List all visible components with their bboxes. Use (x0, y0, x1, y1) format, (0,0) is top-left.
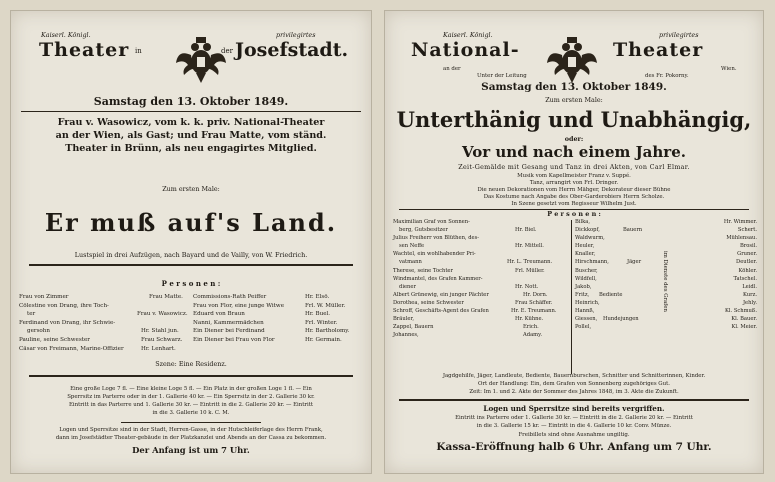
cast-row: Cölestine von Drang, ihre Toch- (19, 302, 109, 309)
cast-row: Frau von Flor, eine junge Witwe Frl. W. Müller. (193, 302, 346, 309)
right-title-national: National- (411, 39, 520, 61)
cast-actor: Kurz. (743, 291, 757, 298)
right-credit-3: Die neuen Dekorationen vom Herrn Mähger, Dekorateur dieser Bühne (477, 187, 671, 193)
cast-actor: Hr. Wimmer. (723, 219, 757, 225)
left-guest-line-3: Theater in Brünn, als neu engagirtes Mitglied. (65, 143, 317, 154)
divider (399, 399, 749, 401)
cast-actor: Schert. (737, 227, 757, 234)
right-genre: Zeit-Gemälde mit Gesang und Tanz in drei Akten, von Carl Elmar. (458, 163, 690, 171)
left-zum-ersten-male: Zum ersten Male: (162, 185, 220, 193)
cast-row: Johannes, Adamy. (393, 332, 542, 339)
cast-row: Commissions-Rath Peiffer Hr. Elsö. (193, 294, 330, 300)
left-guest-line-1: Frau v. Wasowicz, vom k. k. priv. National-Theater (57, 117, 325, 128)
cast-row: Pollel, (575, 324, 592, 331)
cast-actor: Brosil. (739, 243, 757, 250)
cast-row: Bilka, (575, 219, 591, 225)
cast-actor: Leidl. (742, 283, 757, 290)
right-price-line-1: Eintritt ins Parterre oder 1. Gallerie 30 kr. — Eintritt in die 2. Gallerie 20 kr. — Eintritt (455, 415, 693, 421)
left-title-josefstadt: Josefstadt. (235, 39, 349, 61)
left-personen-heading: P e r s o n e n : (161, 279, 221, 288)
imperial-eagle-icon (174, 35, 228, 85)
right-logen-heading: Logen und Sperrsitze sind bereits vergriffen. (483, 404, 665, 413)
left-title-in: in (135, 47, 142, 55)
left-start-time: Der Anfang ist um 7 Uhr. (132, 445, 250, 455)
cast-row: Jakob, (575, 283, 592, 290)
cast-row: sen Neffe Hr. Mittell. (399, 243, 544, 250)
divider (21, 111, 361, 112)
cast-actor: Köhler. (738, 267, 757, 274)
imperial-eagle-icon (545, 35, 599, 85)
cast-row: Ferdinand von Drang, ihr Schwie- (19, 319, 116, 326)
cast-row: Giessen, Hundejungen (575, 316, 639, 323)
right-sub-left: an der (443, 66, 461, 72)
cast-row: vatmann Hr. L. Treumann. (399, 259, 553, 266)
right-opening-time: Kassa-Eröffnung halb 6 Uhr. Anfang um 7 Uhr. (436, 441, 712, 453)
right-sub-center: Unter der Leitung (477, 73, 527, 79)
right-play-title: Unterthänig und Unabhängig, (396, 107, 752, 132)
cast-row: Cäsar von Freimann, Marine-Offizier Hr. Lenhart. (19, 345, 176, 352)
right-price-line-2: in die 3. Gallerie 15 kr. — Eintritt in die 4. Gallerie 10 kr. Conv. Münze. (476, 423, 672, 429)
right-zum-ersten-male: Zum ersten Male: (545, 96, 603, 104)
cast-row: Buscher, (575, 267, 598, 274)
cast-actor: Gruner. (737, 251, 757, 258)
right-cast-column-1 (393, 218, 571, 339)
left-ticket-line-1: Logen und Sperrsitze sind in der Stadt, Herren-Gasse, in der Hutschleiferlage des Herrn Frank, (59, 427, 323, 433)
left-price-line-1: Eine große Loge 7 fl. — Eine kleine Loge 5 fl. — Ein Platz in der großen Loge 1 fl. — Ein (70, 386, 312, 392)
cast-row: Heuler, (575, 243, 595, 250)
right-play-subtitle: Vor und nach einem Jahre. (462, 143, 686, 161)
left-cast-column-2 (193, 293, 365, 345)
cast-row: Julius Freiherr von Blüthen, des- (393, 235, 480, 242)
cast-row: Schroff, Geschäfts-Agent des Grafen Hr. E. Treumann. (393, 308, 557, 315)
left-play-title: Er muß auf's Land. (44, 208, 338, 237)
cast-row: Frau von Zimmer Frau Matte. (19, 294, 183, 300)
left-header-right: privilegirtes (276, 31, 316, 39)
cast-actor: Jehly. (742, 299, 757, 306)
right-header-right: privilegirtes (659, 31, 699, 39)
left-title-der: der (221, 47, 233, 55)
cast-row: Therese, seine Tochter Frl. Müller. (393, 267, 545, 274)
right-title-theater: Theater (613, 39, 704, 61)
cast-actor: Mühlensau. (726, 235, 757, 242)
cast-row: Windmantel, des Grafen Kammer- (393, 275, 483, 282)
right-credit-5: In Szene gesetzt vom Regisseur Wilhelm Just. (511, 201, 637, 207)
cast-row: Wildfell, (575, 275, 597, 282)
right-cast-footer: Jagdgehilfe, Jäger, Landleute, Bediente, Bauernburschen, Schnitter und Schnitterinnen, Kinder. (442, 373, 706, 379)
cast-row: ter Frau v. Wasowicz. (27, 311, 188, 318)
left-price-line-3: Eintritt in das Parterre und 1. Gallerie 30 kr. — Eintritt in die 2. Gallerie 20 kr. — Eintritt (68, 402, 314, 408)
left-guest-line-2: an der Wien, als Gast; und Frau Matte, vom ständ. (55, 130, 327, 141)
cast-row: Pauline, seine Schwester Frau Schwarz. (19, 336, 183, 343)
playbill-josefstadt (10, 10, 372, 474)
cast-actor: Kl. Schmuß. (724, 308, 757, 315)
right-time: Zeit: Im 1. und 2. Akte der Sommer des Jahres 1848, im 3. Akte die Zukunft. (469, 389, 679, 395)
cast-row: Hannß, (575, 308, 595, 315)
playbill-national-theater (384, 10, 764, 474)
cast-actor: Kl. Bauer. (731, 316, 757, 323)
right-credit-1: Musik vom Kapellmeister Franz v. Suppé. (517, 173, 631, 179)
cast-row: Nanni, Kammermädchen Frl. Winter. (193, 319, 338, 326)
cast-row: Dickkopf, Bauern (575, 227, 643, 234)
left-date: Samstag den 13. Oktober 1849. (93, 95, 289, 108)
right-date: Samstag den 13. Oktober 1849. (481, 81, 667, 93)
cast-row: Fritz, Bediente (575, 291, 623, 298)
left-title-theater: Theater (39, 39, 130, 61)
right-header-left: Kaiserl. Königl. (443, 31, 493, 39)
right-free-tickets: Freibillets sind ohne Ausnahme ungiltig. (518, 432, 630, 438)
cast-row: Heinrich, (575, 299, 600, 306)
cast-row: berg, Gutsbesitzer Hr. Biel. (399, 227, 537, 234)
left-price-line-2: Sperrsitz im Parterre oder in der 1. Gallerie 40 kr. — Ein Sperrsitz in der 2. Gallerie 30 kr. (67, 394, 315, 400)
cast-row: Ein Diener bei Ferdinand Hr. Bartholomy. (193, 328, 350, 335)
cast-row: Ein Diener bei Frau von Flor Hr. Germain. (193, 336, 342, 343)
cast-row: Maximilian Graf von Sonnen- (393, 219, 470, 225)
right-place: Ort der Handlung: Ein, dem Grafen von Sonnenberg zugehöriges Gut. (478, 381, 670, 387)
cast-row: Albert Grünewig, ein junger Pächter Hr. Dorn. (393, 291, 548, 298)
cast-row: Hirschmann, Jäger (575, 259, 642, 266)
right-side-note: im Dienste des Grafen (662, 251, 668, 312)
divider (29, 264, 353, 266)
cast-row: diener Hr. Nott. (399, 283, 539, 290)
cast-row: Dorothea, seine Schwester Frau Schäffer. (393, 299, 553, 306)
cast-row: Zappel, Bauern Erich. (393, 324, 539, 331)
cast-row: Knaller, (575, 251, 596, 258)
right-cast-column-2 (575, 218, 675, 331)
cast-actor: Tatschel. (733, 275, 757, 282)
left-scene: Szene: Eine Residenz. (155, 360, 227, 368)
divider (29, 375, 353, 377)
cast-row: Wachtel, ein wohlhabender Pri- (393, 251, 476, 258)
right-oder: oder: (564, 135, 584, 143)
right-sub-right-2: des Fr. Pokorny. (645, 73, 689, 79)
left-price-line-4: in die 3. Gallerie 10 k. C. M. (152, 410, 230, 416)
cast-actor: Kl. Meier. (731, 324, 757, 331)
cast-row: Eduard von Braun Hr. Buel. (193, 311, 331, 318)
right-sub-right: Wien. (721, 66, 737, 72)
column-divider (571, 220, 572, 374)
left-ticket-line-2: dann im Josefstädter Theater-gebäude in der Platzkanzlei und Abends an der Cassa zu bekommen. (55, 435, 327, 441)
left-play-subtitle: Lustspiel in drei Aufzügen, nach Bayard und de Vailly, von W. Friedrich. (74, 251, 308, 259)
right-credit-4: Das Kostume nach Angabe des Ober-Garderobiers Herrn Scholze. (483, 194, 665, 200)
left-header-left: Kaiserl. Königl. (41, 31, 91, 39)
cast-actor: Deutler. (736, 259, 757, 266)
right-personen-heading: P e r s o n e n : (547, 210, 601, 218)
right-credit-2: Tanz, arrangirt von Frl. Dringer. (529, 180, 619, 186)
cast-row: Waldwurm, (575, 235, 605, 242)
cast-row: gersohn Hr. Stahl jun. (27, 328, 179, 335)
cast-row: Bräuler, Hr. Kühne. (393, 316, 544, 323)
right-cast-column-3 (685, 218, 757, 331)
divider (121, 422, 261, 423)
